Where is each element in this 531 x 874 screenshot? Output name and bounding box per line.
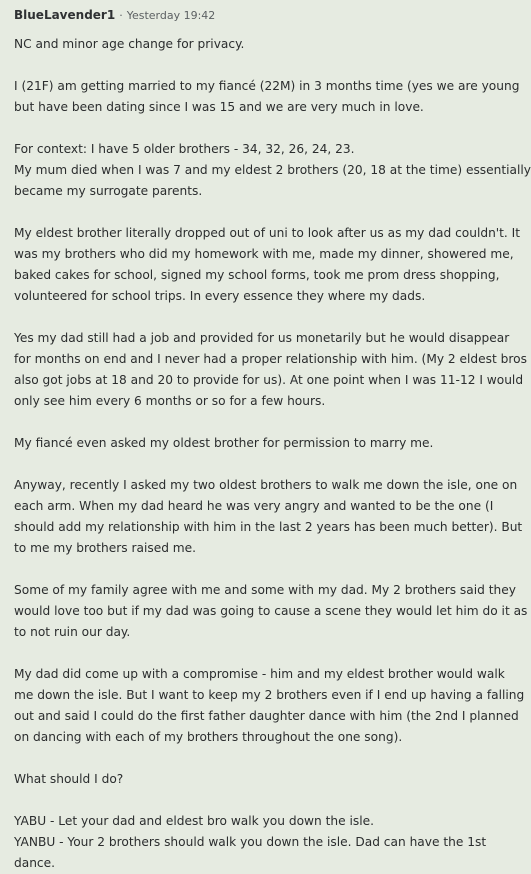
post-text-line: YABU - Let your dad and eldest bro walk you down the isle. xyxy=(14,814,374,828)
post-paragraph xyxy=(14,811,487,874)
header-separator: · xyxy=(119,9,123,22)
post-paragraph xyxy=(14,475,523,559)
author-username[interactable]: BlueLavender1 xyxy=(14,8,116,22)
post-paragraph xyxy=(14,328,527,412)
post-paragraph xyxy=(14,139,531,202)
post-text-line: For context: I have 5 older brothers - 34, 32, 26, 24, 23. xyxy=(14,142,355,156)
post-text-line: Some of my family agree with me and some with my dad. My 2 brothers said they xyxy=(14,583,516,597)
post-text-line: My mum died when I was 7 and my eldest 2 brothers (20, 18 at the time) essentially xyxy=(14,163,531,177)
post-text-line: became my surrogate parents. xyxy=(14,184,203,198)
post-text-line: for months on end and I never had a proper relationship with him. (My 2 eldest bros xyxy=(14,352,527,366)
post-text-line: was my brothers who did my homework with me, made my dinner, showered me, xyxy=(14,247,514,261)
post-text-line: to not ruin our day. xyxy=(14,625,131,639)
post-paragraph xyxy=(14,580,528,643)
post-paragraph xyxy=(14,769,462,790)
post-text-line: NC and minor age change for privacy. xyxy=(14,37,245,51)
post-text-line: My dad did come up with a compromise - him and my eldest brother would walk xyxy=(14,667,505,681)
post-paragraph xyxy=(14,433,462,454)
post-text-line: My eldest brother literally dropped out of uni to look after us as my dad couldn't. It xyxy=(14,226,521,240)
post-text-line: but have been dating since I was 15 and we are very much in love. xyxy=(14,100,424,114)
post-paragraph xyxy=(14,76,520,118)
post-text-line: Anyway, recently I asked my two oldest brothers to walk me down the isle, one on xyxy=(14,478,518,492)
post-header xyxy=(14,8,462,26)
post-text-line: out and said I could do the first father daughter dance with him (the 2nd I planned xyxy=(14,709,519,723)
post-text-line: each arm. When my dad heard he was very angry and wanted to be the one (I xyxy=(14,499,494,513)
post-body xyxy=(14,34,531,874)
post-text-line: volunteered for school trips. In every essence they where my dads. xyxy=(14,289,426,303)
post-paragraph xyxy=(14,664,525,748)
post-text-line: baked cakes for school, signed my school forms, took me prom dress shopping, xyxy=(14,268,500,282)
post-text-line: only see him every 6 months or so for a few hours. xyxy=(14,394,326,408)
post-paragraph xyxy=(14,223,521,307)
post-timestamp[interactable]: Yesterday 19:42 xyxy=(126,9,216,22)
post-text-line: What should I do? xyxy=(14,772,124,786)
post-text-line: should add my relationship with him in the last 2 years has been much better). But xyxy=(14,520,523,534)
post-text-line: would love too but if my dad was going to cause a scene they would let him do it as xyxy=(14,604,528,618)
post-text-line: Yes my dad still had a job and provided for us monetarily but he would disappear xyxy=(14,331,510,345)
post-text-line: on dancing with each of my brothers throughout the one song). xyxy=(14,730,403,744)
post-text-line: I (21F) am getting married to my fiancé (22M) in 3 months time (yes we are young xyxy=(14,79,520,93)
post-text-line: me down the isle. But I want to keep my 2 brothers even if I end up having a falling xyxy=(14,688,525,702)
post-text-line: My fiancé even asked my oldest brother for permission to marry me. xyxy=(14,436,434,450)
post-text-line: YANBU - Your 2 brothers should walk you down the isle. Dad can have the 1st xyxy=(14,835,487,849)
post-paragraph xyxy=(14,34,462,55)
post-text-line: also got jobs at 18 and 20 to provide for us). At one point when I was 11-12 I would xyxy=(14,373,524,387)
post-text-line: to me my brothers raised me. xyxy=(14,541,197,555)
post-text-line: dance. xyxy=(14,856,56,870)
